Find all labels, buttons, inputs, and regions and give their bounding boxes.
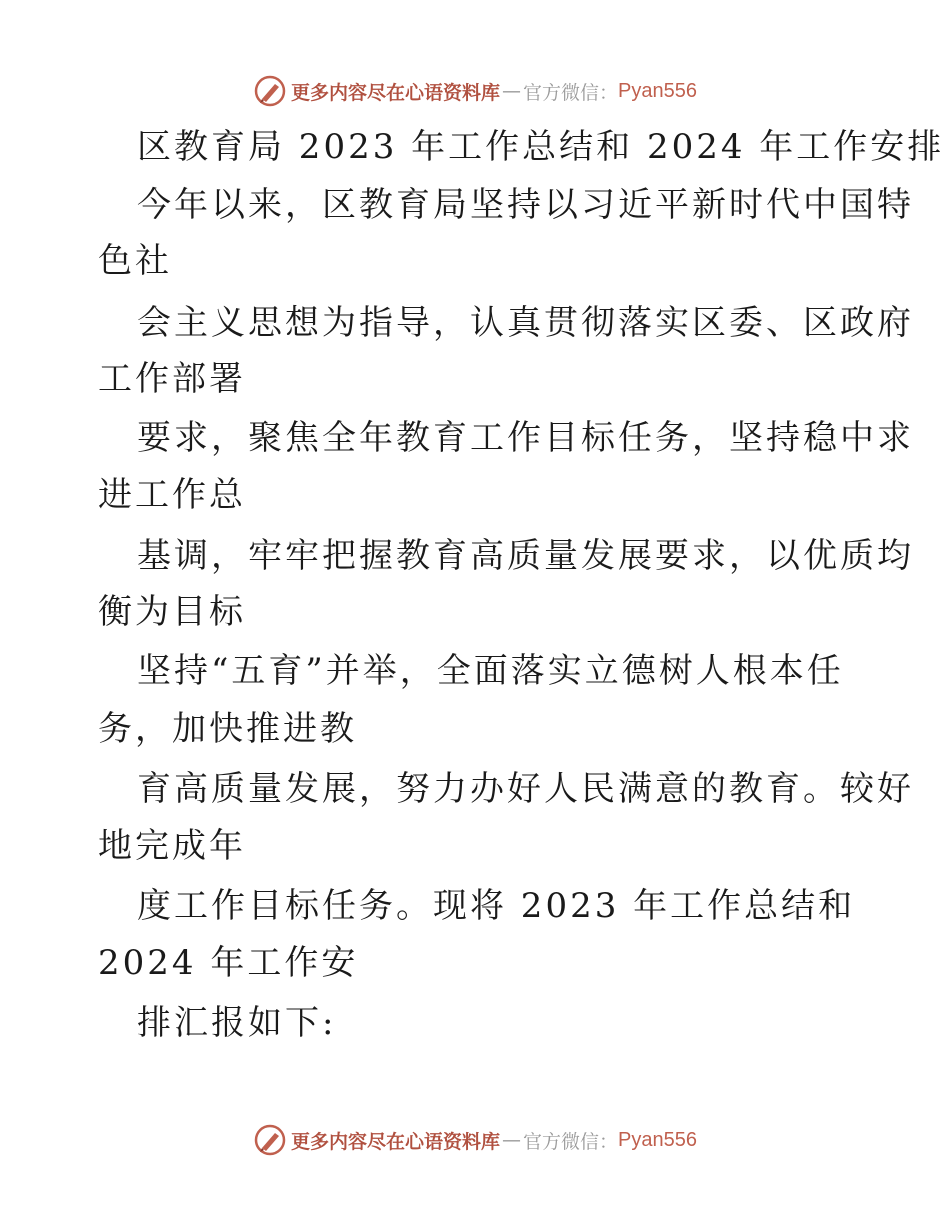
header-slogan: 更多内容尽在心语资料库 [291,81,501,104]
footer-label: 官方微信： [523,1130,619,1153]
paragraph-line: 排汇报如下: [137,1003,337,1043]
paragraph-line: 今年以来，区教育局坚持以习近平新时代中国特 [137,185,914,225]
quill-logo-icon [253,74,287,108]
quill-logo-icon [253,1123,287,1157]
paragraph-line: 育高质量发展，努力办好人民满意的教育。较好 [137,769,914,809]
footer-account: Pyan556 [618,1128,697,1151]
document-title: 区教育局 2023 年工作总结和 2024 年工作安排 [137,127,945,167]
paragraph-line: 要求，聚焦全年教育工作目标任务，坚持稳中求 [137,418,914,458]
paragraph-line: 2024 年工作安 [98,943,359,983]
header-account: Pyan556 [618,79,697,102]
paragraph-line: 工作部署 [98,359,246,399]
paragraph-line: 坚持“五育”并举，全面落实立德树人根本任 [137,651,844,691]
header-separator: — [502,80,522,102]
footer-slogan: 更多内容尽在心语资料库 [291,1130,501,1153]
paragraph-line: 度工作目标任务。现将 2023 年工作总结和 [137,886,856,926]
header-label: 官方微信： [523,81,619,104]
paragraph-line: 衡为目标 [98,592,246,632]
paragraph-line: 务，加快推进教 [98,709,357,749]
paragraph-line: 会主义思想为指导，认真贯彻落实区委、区政府 [137,303,914,343]
footer-separator: — [502,1129,522,1151]
paragraph-line: 进工作总 [98,475,246,515]
header-banner [0,71,950,111]
paragraph-line: 色社 [98,241,172,281]
paragraph-line: 地完成年 [98,826,246,866]
footer-banner [0,1120,950,1160]
paragraph-line: 基调，牢牢把握教育高质量发展要求，以优质均 [137,536,914,576]
